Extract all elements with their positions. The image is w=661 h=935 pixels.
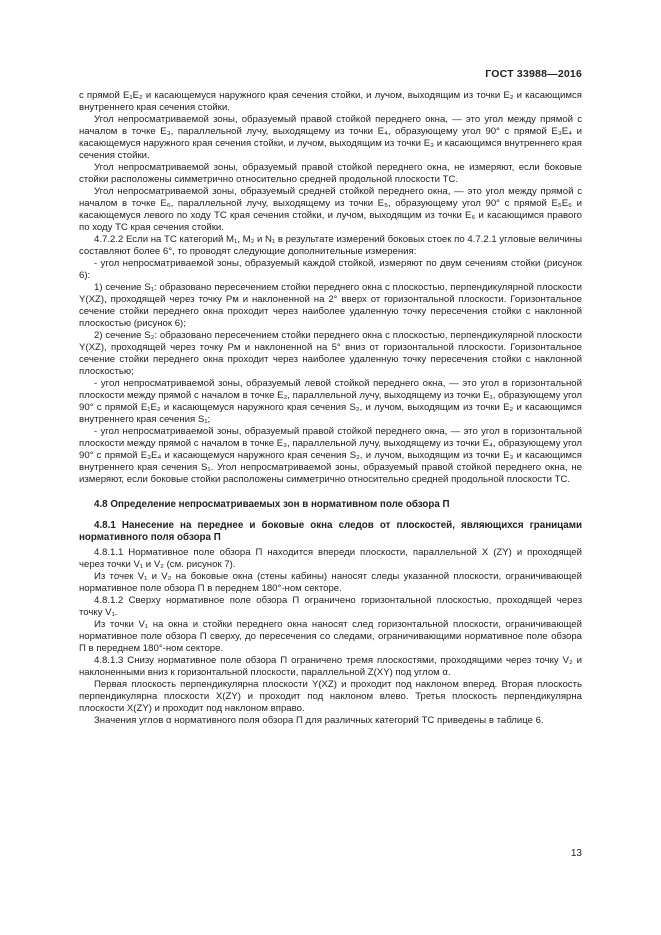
paragraph: 4.8.1.1 Нормативное поле обзора П находится впереди плоскости, параллельной X (ZY) и проходящей через точки V₁ и V₂ (см. рисунок 7). xyxy=(79,547,582,570)
paragraph: Первая плоскость перпендикулярна плоскости Y(XZ) и проходит под наклоном вперед. Вторая плоскость перпендикулярна плоскости X(ZY) и проходит под наклоном влево. Третья плоскость перпендикулярна плоскости X(ZY) и проходит под наклоном вправо. xyxy=(79,679,582,714)
paragraph: Угол непросматриваемой зоны, образуемый средней стойкой переднего окна, — это угол между прямой с началом в точке E₆, параллельной лучу, выходящему из точки E₅, образующему угол 90° с прямой E₅E₆ и касающемуся левого по ходу ТС края сечения стойки, и лучом, выходящим из точки E₆ и касающимся правого по ходу ТС края сечения стойки. xyxy=(79,186,582,233)
paragraph: - угол непросматриваемой зоны, образуемый левой стойкой переднего окна, — это угол в горизонтальной плоскости между прямой с началом в точке E₂, параллельной лучу, выходящему из точки E₁, образующему угол 90° с прямой E₁E₂ и касающемуся наружного края сечения S₂, и лучом, выходящим из точки E₂ и касающимся внутреннего края сечения S₁; xyxy=(79,378,582,425)
document-body xyxy=(79,90,582,727)
paragraph: 4.7.2.2 Если на ТС категорий M₁, M₂ и N₁ в результате измерений боковых стоек по 4.7.2.1 угловые величины составляют более 6°, то проводят следующие дополнительные измерения: xyxy=(79,234,582,257)
paragraph: с прямой E₁E₂ и касающемуся наружного края сечения стойки, и лучом, выходящим из точки E₂ и касающимся внутреннего края сечения стойки. xyxy=(79,90,582,113)
paragraph: Из точки V₁ на окна и стойки переднего окна наносят след горизонтальной плоскости, ограничивающей нормативное поле обзора П сверху, до пересечения со следами, ограничивающими нормативное поле обзора П в переднем 180°-ном секторе. xyxy=(79,619,582,654)
paragraph: 4.8.1.3 Снизу нормативное поле обзора П ограничено тремя плоскостями, проходящими через точку V₂ и наклоненными вниз к горизонтальной плоскости, параллельной Z(XY) под углом α. xyxy=(79,655,582,678)
paragraph: Угол непросматриваемой зоны, образуемый правой стойкой переднего окна, не измеряют, если боковые стойки расположены симметрично относительно средней продольной плоскости ТС. xyxy=(79,162,582,185)
paragraph: Значения углов α нормативного поля обзора П для различных категорий ТС приведены в таблице 6. xyxy=(94,715,544,726)
paragraph: 4.8.1.2 Сверху нормативное поле обзора П ограничено горизонтальной плоскостью, проходящей через точку V₁. xyxy=(79,595,582,618)
paragraph: 1) сечение S₁: образовано пересечением стойки переднего окна с плоскостью, перпендикулярной плоскости Y(XZ), проходящей через точку Pм и наклоненной на 2° вверх от горизонтальной плоскости. Горизонтальное сечение стойки переднего окна проходит через наиболее удаленную точку пересечения стойки с наклонной плоскостью (рисунок 6); xyxy=(79,282,582,329)
paragraph: Угол непросматриваемой зоны, образуемый правой стойкой переднего окна, — это угол между прямой с началом в точке E₃, параллельной лучу, выходящему из точки E₄, образующему угол 90° с прямой E₃E₄ и касающемуся наружного края сечения стойки, и лучом, выходящим из точки E₃ и касающимся внутреннего края сечения стойки. xyxy=(79,114,582,161)
paragraph: 2) сечение S₂: образовано пересечением стойки переднего окна с плоскостью, перпендикулярной плоскости Y(XZ), проходящей через точку Pм и наклоненной на 5° вниз от горизонтальной плоскости. Горизонтальное сечение стойки переднего окна проходит через наиболее удаленную точку пересечения стойки с наклонной плоскостью; xyxy=(79,330,582,377)
section-heading-4-8-1: 4.8.1 Нанесение на переднее и боковые окна следов от плоскостей, являющихся границами нормативного поля обзора П xyxy=(79,520,582,543)
paragraph: Из точек V₁ и V₂ на боковые окна (стены кабины) наносят следы указанной плоскости, ограничивающей нормативное поле обзора П в переднем 180°-ном секторе. xyxy=(79,571,582,594)
page-number: 13 xyxy=(570,848,582,859)
paragraph: - угол непросматриваемой зоны, образуемый правой стойкой переднего окна, — это угол в горизонтальной плоскости между прямой с началом в точке E₃, параллельной лучу, выходящему из точки E₄, образующему угол 90° с прямой E₃E₄ и касающемуся наружного края сечения S₂, и лучом, выходящим из точки E₃ и касающимся внутреннего края сечения S₁. Угол непросматриваемой зоны, образуемый правой стойкой переднего окна, не измеряют, если боковые стойки расположены симметрично относительно средней продольной плоскости ТС. xyxy=(79,426,582,485)
standard-header: ГОСТ 33988—2016 xyxy=(485,68,582,80)
paragraph: - угол непросматриваемой зоны, образуемый каждой стойкой, измеряют по двум сечениям стойки (рисунок 6): xyxy=(79,258,582,281)
section-heading-4-8: 4.8 Определение непросматриваемых зон в нормативном поле обзора П xyxy=(94,499,450,510)
